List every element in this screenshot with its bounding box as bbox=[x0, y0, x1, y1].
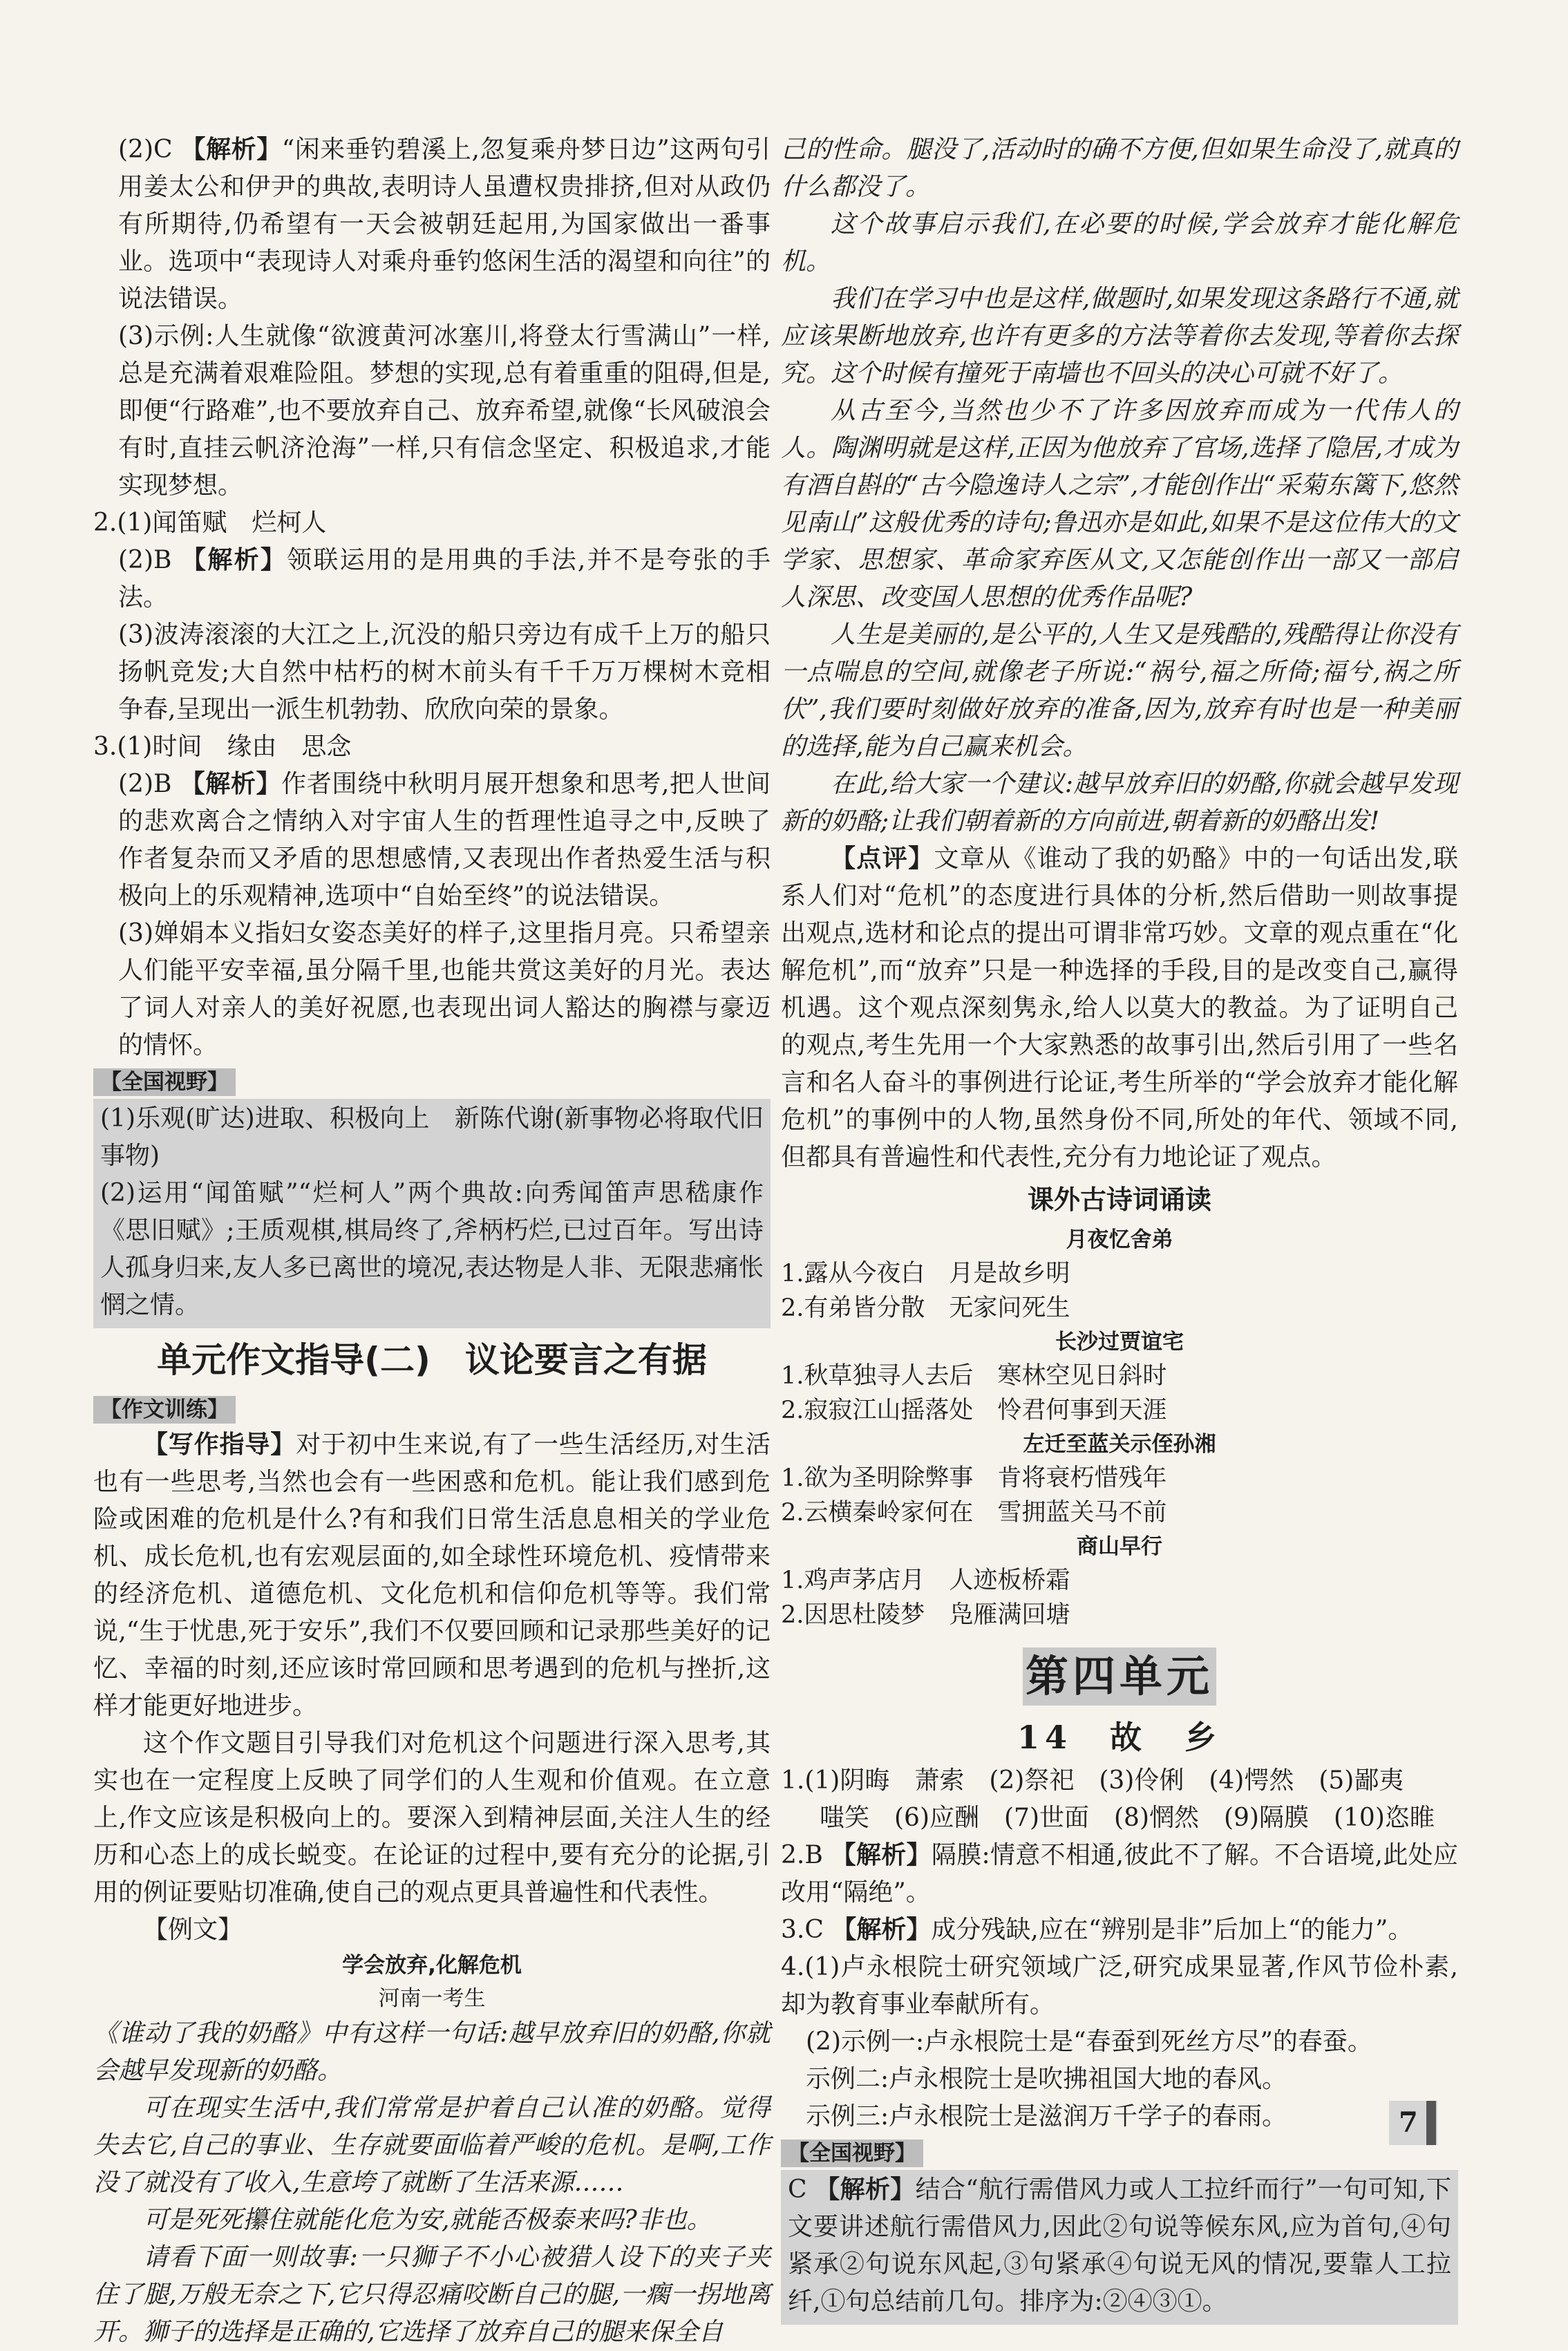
poem-line: 1.露从今夜白 月是故乡明 bbox=[781, 1260, 1070, 1287]
answer-2-2: (2)B 【解析】领联运用的是用典的手法,并不是夸张的手法。 bbox=[118, 546, 771, 612]
national-view-tag: 【全国视野】 bbox=[93, 1068, 236, 1096]
example-paragraph-2: 可在现实生活中,我们常常是护着自己认准的奶酪。觉得失去它,自己的事业、生存就要面临着严峻的危机。是啊,工作没了就没有了收入,生意垮了就断了生活来源…… bbox=[93, 2094, 771, 2197]
lesson-answer-1: 1.(1)阴晦 萧索 (2)祭祀 (3)伶俐 (4)愕然 (5)鄙夷 bbox=[781, 1766, 1404, 1795]
poem-2 bbox=[781, 1325, 1458, 1428]
example-paragraph-5: 这个故事启示我们,在必要的时候,学会放弃才能化解危机。 bbox=[781, 210, 1458, 276]
national-view-section bbox=[93, 1064, 771, 1328]
example-paragraph-8: 人生是美丽的,是公平的,人生又是残酷的,残酷得让你没有一点喘息的空间,就像老子所说:“祸兮,福之所倚;福兮,祸之所伏”,我们要时刻做好放弃的准备,因为,放弃有时也是一种美丽的选择,能为自己赢来机会。 bbox=[781, 621, 1458, 761]
example-label: 【例文】 bbox=[143, 1916, 243, 1944]
answer-3-1: 3.(1)时间 缘由 思念 bbox=[93, 733, 352, 761]
poem-title: 商山早行 bbox=[1077, 1534, 1162, 1559]
poem-4 bbox=[781, 1530, 1458, 1632]
poetry-section-title: 课外古诗词诵读 bbox=[1027, 1184, 1211, 1215]
lesson-answer-4-1: 4.(1)卢永根院士研究领域广泛,研究成果显著,作风节俭朴素,却为教育事业奉献所有。 bbox=[781, 1953, 1458, 2019]
answer-1-3: (3)示例:人生就像“欲渡黄河冰塞川,将登太行雪满山”一样,总是充满着艰难险阻。梦想的实现,总有着重重的阻碍,但是,即便“行路难”,也不要放弃自己、放弃希望,就像“长风破浪会有时,直挂云帆济沧海”一样,只有信念坚定、积极追求,才能实现梦想。 bbox=[118, 322, 771, 500]
page-number: 7 bbox=[1389, 2101, 1437, 2145]
lesson-answer-4-4: 示例三:卢永根院士是滋润万千学子的春雨。 bbox=[806, 2102, 1287, 2131]
poem-line: 2.有弟皆分散 无家问死生 bbox=[781, 1294, 1070, 1322]
poem-line: 1.欲为圣明除弊事 肯将衰朽惜残年 bbox=[781, 1464, 1167, 1492]
example-paragraph-1: 《谁动了我的奶酪》中有这样一句话:越早放弃旧的奶酪,你就会越早发现新的奶酪。 bbox=[93, 2019, 771, 2085]
poem-1 bbox=[781, 1223, 1458, 1325]
essay-guide-title: 单元作文指导(二) 议论要言之有据 bbox=[157, 1340, 707, 1380]
lesson-answer-4-2: (2)示例一:卢永根院士是“春蚕到死丝方尽”的春蚕。 bbox=[806, 2028, 1372, 2056]
poem-line: 2.寂寂江山摇落处 怜君何事到天涯 bbox=[781, 1397, 1167, 1424]
poem-title: 长沙过贾谊宅 bbox=[1055, 1330, 1184, 1354]
example-author: 河南一考生 bbox=[378, 1986, 486, 2011]
right-column bbox=[781, 131, 1458, 2325]
national-view-2: (2)运用“闻笛赋”“烂柯人”两个典故:向秀闻笛声思嵇康作《思旧赋》;王质观棋,棋局终了,斧柄朽烂,已过百年。写出诗人孤身归来,友人多已离世的境况,表达物是人非、无限悲痛怅惘之情。 bbox=[100, 1179, 764, 1319]
example-paragraph-4: 请看下面一则故事:一只狮子不小心被猎人设下的夹子夹住了腿,万般无奈之下,它只得忍痛咬断自己的腿,一瘸一拐地离开。狮子的选择是正确的,它选择了放弃自己的腿来保全自 bbox=[93, 2243, 771, 2346]
lesson-answer-3: 3.C 【解析】成分残缺,应在“辨别是非”后加上“的能力”。 bbox=[781, 1916, 1413, 1944]
example-title: 学会放弃,化解危机 bbox=[342, 1953, 522, 1978]
poem-line: 2.云横秦岭家何在 雪拥蓝关马不前 bbox=[781, 1499, 1167, 1527]
answer-3-3: (3)婵娟本义指妇女姿态美好的样子,这里指月亮。只希望亲人们能平安幸福,虽分隔千里,也能共赏这美好的月光。表达了词人对亲人的美好祝愿,也表现出词人豁达的胸襟与豪迈的情怀。 bbox=[118, 919, 771, 1059]
national-view-box bbox=[781, 2170, 1458, 2325]
poem-line: 2.因思杜陵梦 凫雁满回塘 bbox=[781, 1601, 1070, 1629]
example-paragraph-9: 在此,给大家一个建议:越早放弃旧的奶酪,你就会越早发现新的奶酪;让我们朝着新的方向前进,朝着新的奶酪出发! bbox=[781, 770, 1458, 835]
lesson-answer-1b: 嗤笑 (6)应酬 (7)世面 (8)惘然 (9)隔膜 (10)恣睢 bbox=[820, 1804, 1435, 1832]
answer-1-2: (2)C 【解析】“闲来垂钓碧溪上,忽复乘舟梦日边”这两句引用姜太公和伊尹的典故,表明诗人虽遭权贵排挤,但对从政仍有所期待,仍希望有一天会被朝廷起用,为国家做出一番事业。选项中“表现诗人对乘舟垂钓悠闲生活的渴望和向往”的说法错误。 bbox=[118, 135, 771, 313]
national-view-section-right bbox=[781, 2135, 1458, 2325]
example-paragraph-3: 可是死死攥住就能化危为安,就能否极泰来吗?非也。 bbox=[143, 2206, 712, 2234]
answer-2-1: 2.(1)闻笛赋 烂柯人 bbox=[93, 509, 327, 537]
poem-title: 月夜忆舍弟 bbox=[1066, 1227, 1173, 1252]
example-paragraph-7: 从古至今,当然也少不了许多因放弃而成为一代伟人的人。陶渊明就是这样,正因为他放弃了官场,选择了隐居,才成为有酒自斟的“古今隐逸诗人之宗”,才能创作出“采菊东篱下,悠然见南山”这般优秀的诗句;鲁迅亦是如此,如果不是这位伟大的文学家、思想家、革命家弃医从文,又怎能创作出一部又一部启人深思、改变国人思想的优秀作品呢? bbox=[781, 397, 1458, 612]
poem-line: 1.鸡声茅店月 人迹板桥霜 bbox=[781, 1567, 1070, 1594]
essay-comment: 【点评】文章从《谁动了我的奶酪》中的一句话出发,联系人们对“危机”的态度进行具体的分析,然后借助一则故事提出观点,选材和论点的提出可谓非常巧妙。文章的观点重在“化解危机”,而“放弃”只是一种选择的手段,目的是改变自己,赢得机遇。这个观点深刻隽永,给人以莫大的教益。为了证明自己的观点,考生先用一个大家熟悉的故事引出,然后引用了一些名言和名人奋斗的事例进行论证,考生所举的“学会放弃才能化解危机”的事例中的人物,虽然身份不同,所处的年代、领域不同,但都具有普遍性和代表性,充分有力地论证了观点。 bbox=[781, 844, 1458, 1171]
answer-3-2: (2)B 【解析】作者围绕中秋明月展开想象和思考,把人世间的悲欢离合之情纳入对宇宙人生的哲理性追寻之中,反映了作者复杂而又矛盾的思想感情,又表现出作者热爱生活与积极向上的乐观精神,选项中“自始至终”的说法错误。 bbox=[118, 770, 771, 910]
answer-2-3: (3)波涛滚滚的大江之上,沉没的船只旁边有成千上万的船只扬帆竞发;大自然中枯朽的树木前头有千千万万棵树木竞相争春,呈现出一派生机勃勃、欣欣向荣的景象。 bbox=[118, 621, 771, 724]
national-view-box bbox=[93, 1099, 771, 1328]
writing-guide-2: 这个作文题目引导我们对危机这个问题进行深入思考,其实也在一定程度上反映了同学们的人生观和价值观。在立意上,作文应该是积极向上的。要深入到精神层面,关注人生的经历和心态上的成长蜕变。在论证的过程中,要有充分的论据,引用的例证要贴切准确,使自己的观点更具普遍性和代表性。 bbox=[93, 1729, 771, 1907]
unit-title: 第四单元 bbox=[1023, 1647, 1216, 1706]
poem-title: 左迁至蓝关示侄孙湘 bbox=[1023, 1432, 1216, 1457]
lesson-answer-2: 2.B 【解析】隔膜:情意不相通,彼此不了解。不合语境,此处应改用“隔绝”。 bbox=[781, 1841, 1458, 1907]
poem-line: 1.秋草独寻人去后 寒林空见日斜时 bbox=[781, 1362, 1167, 1390]
national-view-tag: 【全国视野】 bbox=[781, 2140, 923, 2167]
example-continued: 己的性命。腿没了,活动时的确不方便,但如果生命没了,就真的什么都没了。 bbox=[781, 135, 1458, 201]
example-paragraph-6: 我们在学习中也是这样,做题时,如果发现这条路行不通,就应该果断地放弃,也许有更多的方法等着你去发现,等着你去探究。这个时候有撞死于南墙也不回头的决心可就不好了。 bbox=[781, 285, 1458, 388]
left-column bbox=[93, 131, 771, 2351]
lesson-title: 14 故 乡 bbox=[1017, 1719, 1222, 1756]
page-number-bar bbox=[1426, 2101, 1436, 2145]
writing-guide: 【写作指导】对于初中生来说,有了一些生活经历,对生活也有一些思考,当然也会有一些困惑和危机。能让我们感到危险或困难的危机是什么?有和我们日常生活息息相关的学业危机、成长危机,也有宏观层面的,如全球性环境危机、疫情带来的经济危机、道德危机、文化危机和信仰危机等等。我们常说,“生于忧患,死于安乐”,我们不仅要回顾和记录那些美好的记忆、幸福的时刻,还应该时常回顾和思考遇到的危机与挫折,这样才能更好地进步。 bbox=[93, 1431, 771, 1720]
lesson-answer-4-3: 示例二:卢永根院士是吹拂祖国大地的春风。 bbox=[806, 2065, 1287, 2093]
national-view-answer: C 【解析】结合“航行需借风力或人工拉纤而行”一句可知,下文要讲述航行需借风力,因此②句说等候东风,应为首句,④句紧承②句说东风起,③句紧承④句说无风的情况,要靠人工拉纤,①句总结前几句。排序为:②④③①。 bbox=[788, 2175, 1451, 2316]
essay-training-tag: 【作文训练】 bbox=[93, 1396, 236, 1424]
national-view-1: (1)乐观(旷达)进取、积极向上 新陈代谢(新事物必将取代旧事物) bbox=[100, 1104, 764, 1170]
poem-3 bbox=[781, 1428, 1458, 1530]
